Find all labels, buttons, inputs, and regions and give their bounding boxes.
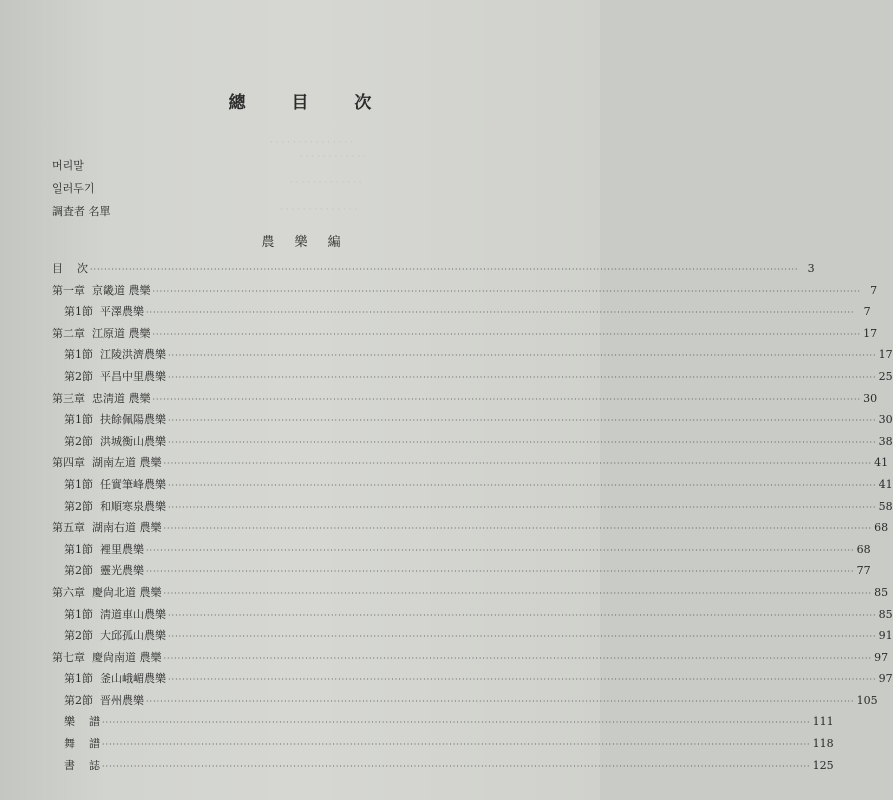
dot-leader: ········································································································································································································ (152, 329, 862, 339)
toc-row (52, 368, 893, 390)
toc-page-number: 85 (874, 585, 889, 599)
toc-row (52, 390, 878, 412)
toc-row (52, 282, 878, 304)
toc-page-number: 17 (863, 326, 878, 340)
toc-page-number: 125 (812, 758, 834, 772)
dot-leader: ········································································································································································································ (146, 696, 855, 706)
toc-entry-label: 第1節 裡里農樂 (64, 542, 144, 556)
toc-entry-label: 第四章 湖南左道 農樂 (52, 456, 162, 470)
toc-row (52, 303, 871, 325)
dot-leader: ········································································································································································································ (152, 286, 862, 296)
toc-row (52, 260, 815, 282)
toc-page-number: 7 (870, 283, 878, 297)
toc-page-number: 85 (878, 607, 893, 621)
toc-page-number: 97 (874, 650, 889, 664)
toc-entry-label: 第七章 慶尙南道 農樂 (52, 650, 162, 664)
dot-leader: ········································································································································································································ (168, 675, 877, 685)
dot-leader: ········································································································································································································ (102, 740, 811, 750)
toc-page-number: 41 (874, 456, 889, 470)
toc-entry-label: 第三章 忠淸道 農樂 (52, 391, 151, 405)
toc-row (52, 454, 889, 476)
toc-row (52, 541, 871, 563)
front-matter-item: 머리말 (52, 159, 84, 172)
toc-row (52, 584, 889, 606)
toc-row (52, 325, 878, 347)
table-of-contents (52, 260, 893, 778)
toc-page-number: 30 (863, 391, 878, 405)
toc-row (52, 735, 834, 757)
toc-page-number: 68 (856, 542, 871, 556)
dot-leader: ········································································································································································································ (168, 437, 877, 447)
toc-row (52, 649, 889, 671)
toc-entry-label: 第1節 淸道車山農樂 (64, 607, 166, 621)
dot-leader: ········································································································································································································ (152, 394, 862, 404)
dot-leader: ········································································································································································································ (146, 308, 855, 318)
toc-row (52, 670, 893, 692)
dot-leader: ········································································································································································································ (168, 351, 877, 361)
toc-entry-label: 樂 譜 (64, 715, 100, 729)
toc-entry-label: 舞 譜 (64, 737, 100, 751)
toc-page-number: 111 (812, 715, 834, 729)
toc-entry-label: 第2節 大邱孤山農樂 (64, 629, 166, 643)
toc-entry-label: 第六章 慶尙北道 農樂 (52, 585, 162, 599)
toc-row (52, 713, 834, 735)
toc-entry-label: 第五章 湖南右道 農樂 (52, 521, 162, 535)
dot-leader: ········································································································································································································ (168, 610, 877, 620)
dot-leader: ········································································································································································································ (168, 480, 877, 490)
toc-row (52, 476, 893, 498)
page-title: 總 目 次 (228, 93, 392, 113)
toc-row (52, 498, 893, 520)
toc-row (52, 692, 878, 714)
toc-page-number: 41 (878, 477, 893, 491)
toc-entry-label: 第二章 江原道 農樂 (52, 326, 151, 340)
dot-leader: ········································································································································································································ (168, 632, 877, 642)
front-matter-item: 調査者 名單 (52, 205, 111, 218)
toc-entry-label: 書 誌 (64, 758, 100, 772)
toc-row (52, 606, 893, 628)
bleed-through-text: · · · · · · · · · · · · · · (280, 205, 358, 215)
dot-leader: ········································································································································································································ (102, 761, 811, 771)
toc-row (52, 433, 893, 455)
toc-row (52, 346, 893, 368)
dot-leader: ········································································································································································································ (102, 718, 811, 728)
dot-leader: ········································································································································································································ (168, 416, 877, 426)
toc-row (52, 562, 871, 584)
dot-leader: ········································································································································································································ (163, 524, 873, 534)
dot-leader: ········································································································································································································ (168, 502, 877, 512)
dot-leader: ········································································································································································································ (163, 588, 873, 598)
toc-page-number: 3 (807, 262, 815, 275)
toc-entry-label: 第1節 任實筆峰農樂 (64, 477, 166, 491)
dot-leader: ········································································································································································································ (146, 567, 855, 577)
toc-page-number: 38 (878, 434, 893, 448)
toc-page-number: 97 (878, 672, 893, 686)
toc-entry-label: 第一章 京畿道 農樂 (52, 283, 151, 297)
dot-leader: ········································································································································································································ (163, 653, 873, 663)
toc-page-number: 17 (878, 348, 893, 362)
section-title: 農 樂 編 (261, 235, 349, 250)
toc-row (52, 757, 834, 779)
toc-page-number: 58 (878, 499, 893, 513)
dot-leader: ········································································································································································································ (146, 545, 855, 555)
toc-page-number: 77 (856, 564, 871, 578)
toc-page-number: 105 (856, 693, 878, 707)
toc-page-number: 91 (878, 629, 893, 643)
toc-page-number: 25 (878, 369, 893, 383)
bleed-through-text: · · · · · · · · · · · · (300, 152, 366, 162)
toc-page-number: 7 (863, 305, 871, 319)
toc-entry-label: 第2節 平昌中里農樂 (64, 369, 166, 383)
dot-leader: ········································································································································································································ (168, 372, 877, 382)
toc-row (52, 411, 893, 433)
toc-entry-label: 第2節 靈光農樂 (64, 564, 144, 578)
toc-entry-label: 目 次 (52, 262, 88, 275)
toc-page-number: 118 (812, 737, 834, 751)
toc-entry-label: 第2節 和順寒泉農樂 (64, 499, 166, 513)
toc-entry-label: 第1節 平澤農樂 (64, 305, 144, 319)
toc-entry-label: 第2節 晋州農樂 (64, 693, 144, 707)
front-matter-item: 일러두기 (52, 182, 95, 195)
toc-entry-label: 第1節 扶餘佩陽農樂 (64, 413, 166, 427)
toc-page-number: 68 (874, 521, 889, 535)
toc-row (52, 519, 889, 541)
toc-entry-label: 第2節 洪城衡山農樂 (64, 434, 166, 448)
bleed-through-text: · · · · · · · · · · · · · · · (270, 138, 353, 148)
toc-page-number: 30 (878, 413, 893, 427)
toc-entry-label: 第1節 江陵洪濟農樂 (64, 348, 166, 362)
toc-entry-label: 第1節 釜山峨嵋農樂 (64, 672, 166, 686)
dot-leader: ········································································································································································································ (90, 265, 799, 274)
toc-row (52, 627, 893, 649)
dot-leader: ········································································································································································································ (163, 459, 873, 469)
bleed-through-text: · · · · · · · · · · · · · (290, 178, 362, 188)
